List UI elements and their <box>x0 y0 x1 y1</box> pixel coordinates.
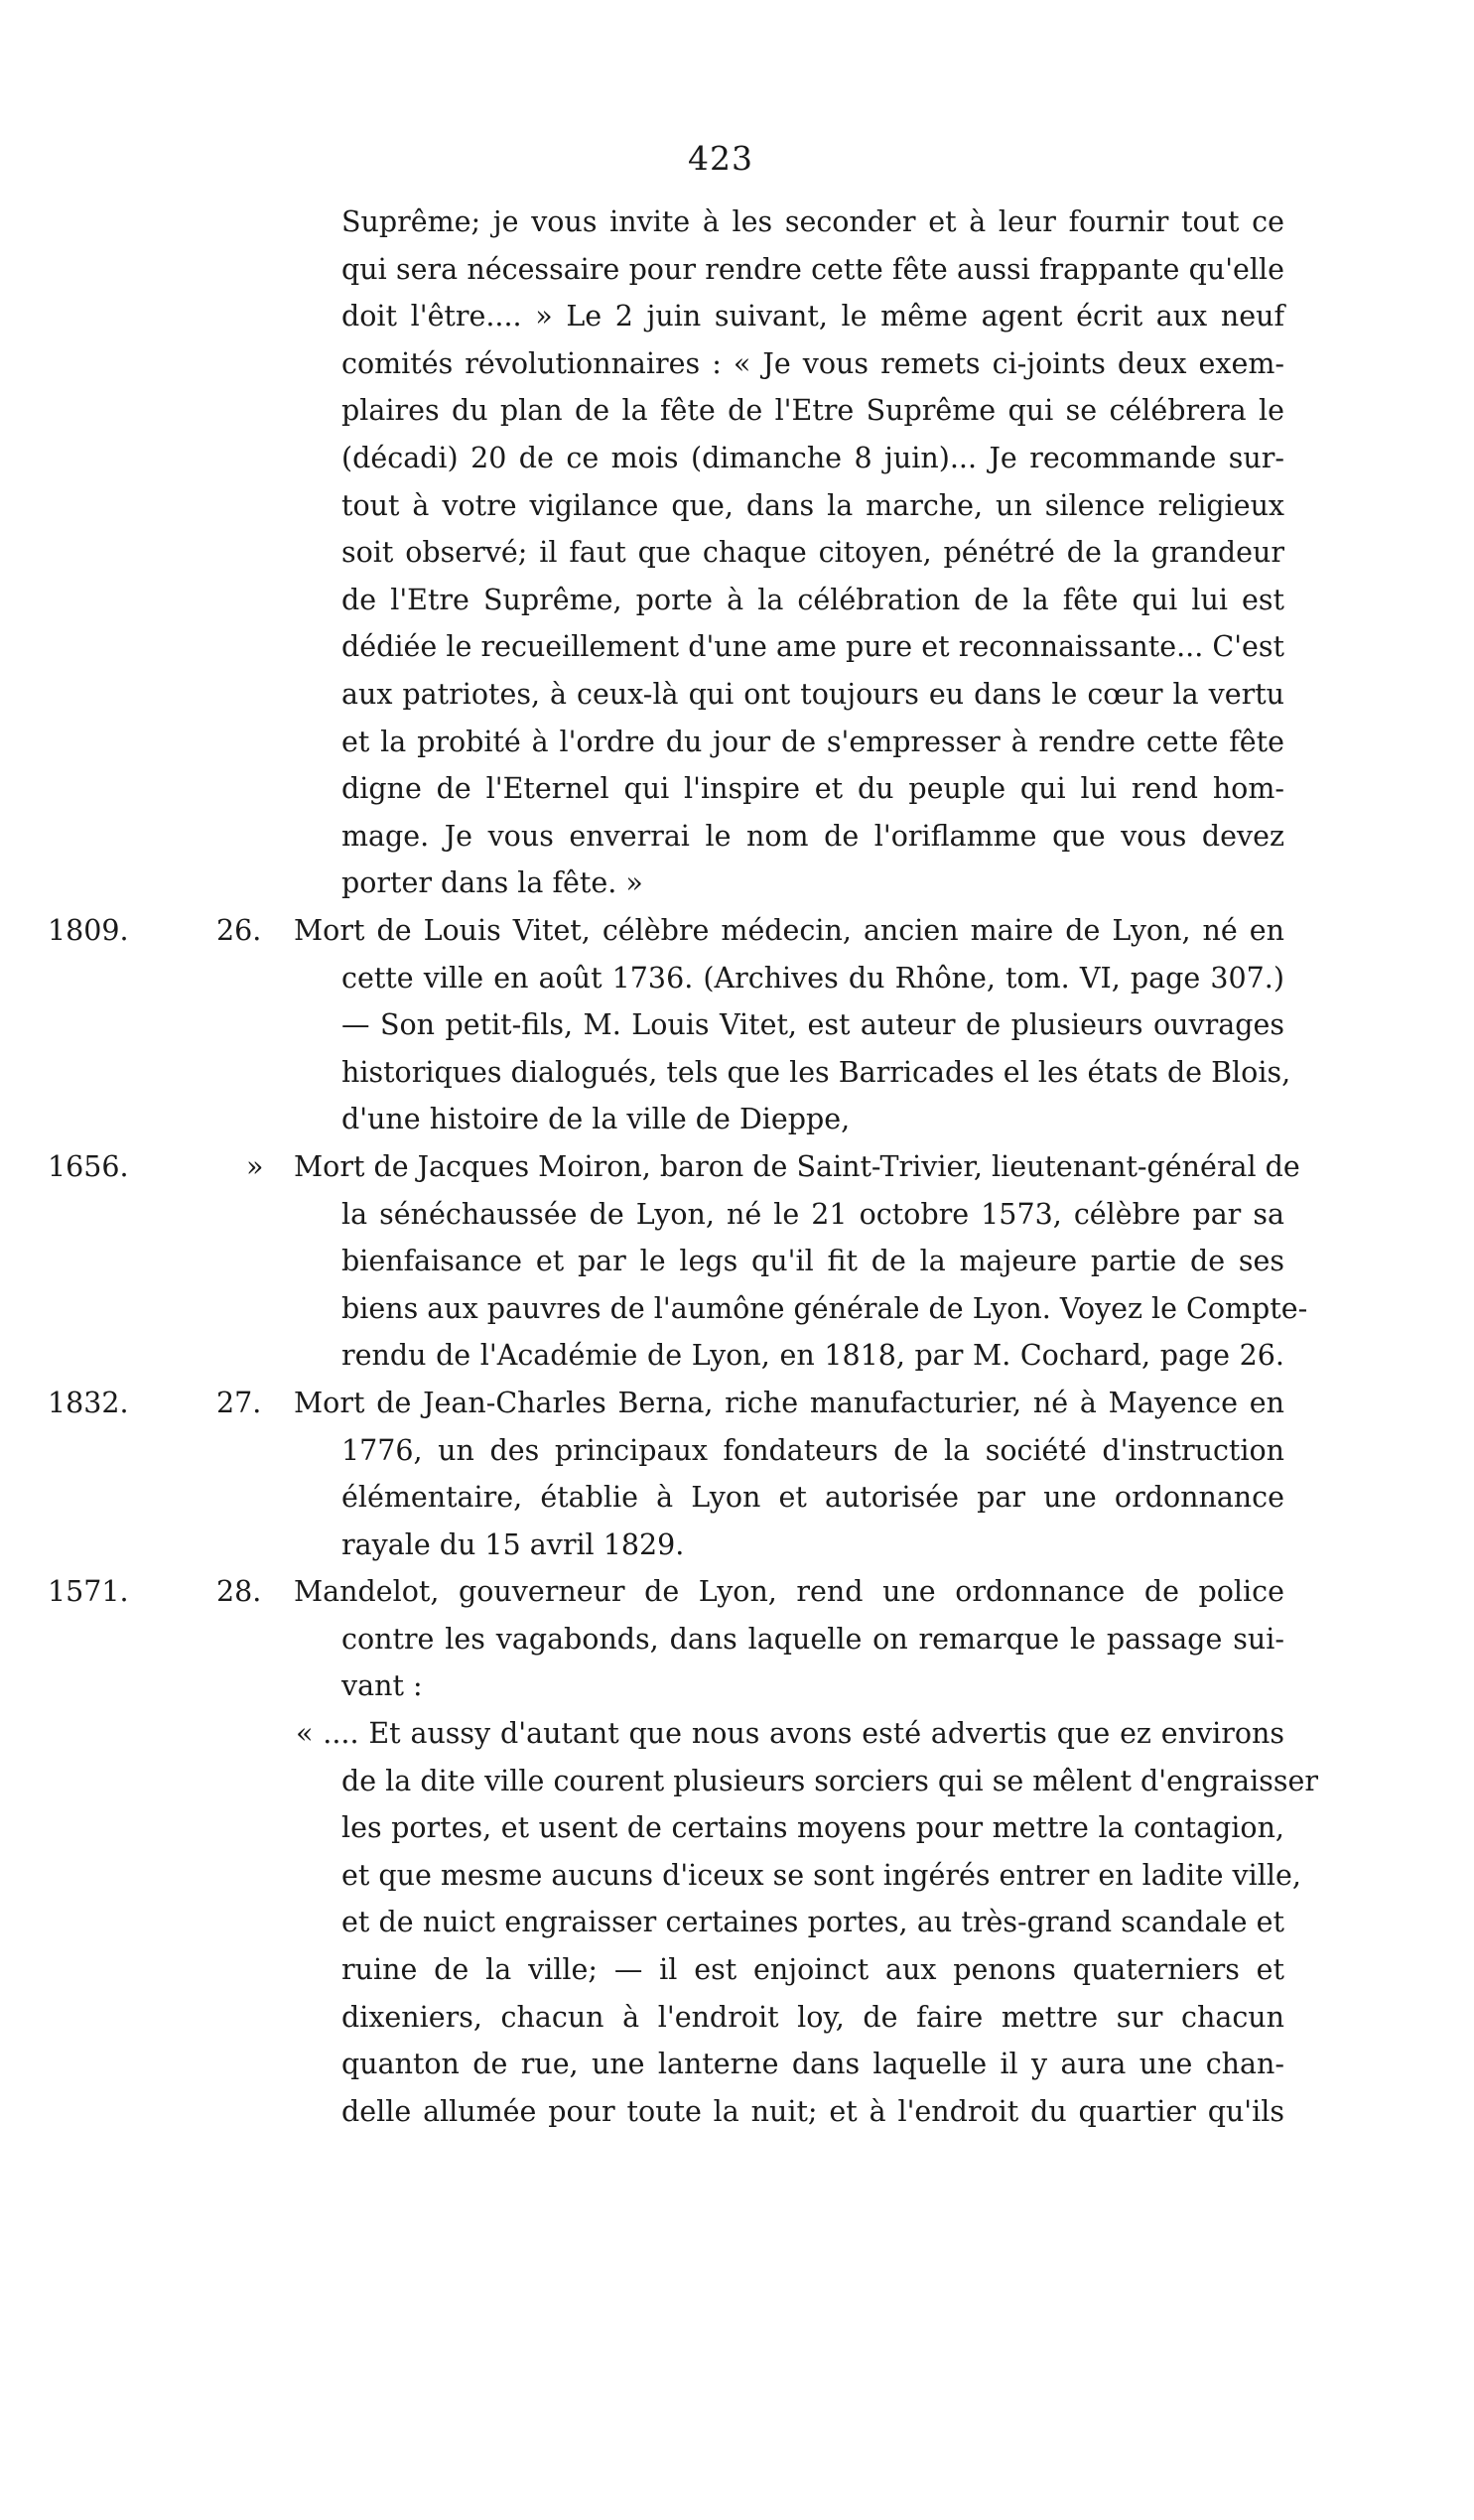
entry-day: 26. <box>216 914 262 947</box>
entry-1809 <box>294 907 1291 1143</box>
text-line: élémentaire, établie à Lyon et autorisée par une ordonnance <box>341 1481 1284 1515</box>
text-line: cette ville en août 1736. (Archives du Rhône, tom. VI, page 307.) <box>341 961 1284 995</box>
text-line: et de nuict engraisser certaines portes, au très-grand scandale et <box>341 1906 1284 1939</box>
entry-year: 1571. <box>48 1575 129 1608</box>
text-line: biens aux pauvres de l'aumône générale de Lyon. Voyez le Compte- <box>341 1291 1308 1325</box>
text-line: d'une histoire de la ville de Dieppe, <box>341 1103 851 1136</box>
text-line: vant : <box>341 1669 423 1703</box>
text-line: Mandelot, gouverneur de Lyon, rend une ordonnance de police <box>294 1575 1284 1608</box>
entry-day: 28. <box>216 1575 262 1608</box>
text-line: et que mesme aucuns d'iceux se sont ingérés entrer en ladite ville, <box>341 1858 1301 1892</box>
entry-day: » <box>246 1150 264 1183</box>
text-line: dédiée le recueillement d'une ame pure et reconnaissante... C'est <box>341 630 1284 664</box>
text-line: aux patriotes, à ceux-là qui ont toujours eu dans le cœur la vertu <box>341 677 1284 711</box>
text-line: qui sera nécessaire pour rendre cette fête aussi frappante qu'elle <box>341 252 1284 286</box>
text-line: de la dite ville courent plusieurs sorciers qui se mêlent d'engraisser <box>341 1764 1319 1797</box>
entry-year: 1832. <box>48 1387 129 1419</box>
text-line: rayale du 15 avril 1829. <box>341 1527 685 1561</box>
text-line: « .... Et aussy d'autant que nous avons esté advertis que ez environs <box>296 1717 1284 1750</box>
text-line: porter dans la fête. » <box>341 866 643 900</box>
text-line: plaires du plan de la fête de l'Etre Suprême qui se célébrera le <box>341 394 1284 428</box>
text-line: 1776, un des principaux fondateurs de la société d'instruction <box>341 1433 1284 1467</box>
text-line: les portes, et usent de certains moyens pour mettre la contagion, <box>341 1811 1284 1845</box>
text-line: Suprême; je vous invite à les seconder et à leur fournir tout ce <box>341 205 1284 238</box>
text-line: comités révolutionnaires : « Je vous remets ci-joints deux exem- <box>341 346 1284 380</box>
text-line: de l'Etre Suprême, porte à la célébration de la fête qui lui est <box>341 583 1284 616</box>
text-line: contre les vagabonds, dans laquelle on remarque le passage sui- <box>341 1622 1284 1656</box>
text-line: soit observé; il faut que chaque citoyen, pénétré de la grandeur <box>341 536 1284 570</box>
page-number: 423 <box>688 139 753 178</box>
text-line: et la probité à l'ordre du jour de s'empresser à rendre cette fête <box>341 725 1284 758</box>
ordinance-quote <box>296 1710 1319 2135</box>
text-line: (décadi) 20 de ce mois (dimanche 8 juin)... Je recommande sur- <box>341 441 1284 474</box>
text-line: Mort de Jacques Moiron, baron de Saint-Trivier, lieutenant-général de <box>294 1150 1300 1183</box>
entry-day: 27. <box>216 1387 262 1419</box>
text-line: ruine de la ville; — il est enjoinct aux penons quaterniers et <box>341 1952 1284 1986</box>
text-line: quanton de rue, une lanterne dans laquelle il y aura une chan- <box>341 2048 1284 2081</box>
entry-year: 1656. <box>48 1150 129 1183</box>
text-line: Mort de Jean-Charles Berna, riche manufacturier, né à Mayence en <box>294 1387 1284 1419</box>
entry-year: 1809. <box>48 914 129 947</box>
entry-1571 <box>294 1568 1284 1710</box>
text-line: rendu de l'Académie de Lyon, en 1818, par M. Cochard, page 26. <box>341 1339 1284 1373</box>
text-line: doit l'être.... » Le 2 juin suivant, le même agent écrit aux neuf <box>341 300 1284 333</box>
text-line: — Son petit-fils, M. Louis Vitet, est auteur de plusieurs ouvrages <box>341 1008 1284 1042</box>
text-line: tout à votre vigilance que, dans la marche, un silence religieux <box>341 488 1284 522</box>
text-line: Mort de Louis Vitet, célèbre médecin, ancien maire de Lyon, né en <box>294 914 1284 947</box>
entry-1832 <box>294 1380 1284 1568</box>
text-line: dixeniers, chacun à l'endroit loy, de faire mettre sur chacun <box>341 2000 1284 2034</box>
text-line: delle allumée pour toute la nuit; et à l'endroit du quartier qu'ils <box>341 2094 1284 2128</box>
text-line: mage. Je vous enverrai le nom de l'oriflamme que vous devez <box>341 819 1284 853</box>
text-line: la sénéchaussée de Lyon, né le 21 octobre 1573, célèbre par sa <box>341 1197 1284 1231</box>
intro-paragraph <box>341 199 1284 907</box>
text-line: bienfaisance et par le legs qu'il fit de la majeure partie de ses <box>341 1245 1284 1278</box>
text-line: digne de l'Eternel qui l'inspire et du peuple qui lui rend hom- <box>341 772 1284 806</box>
entry-1656 <box>294 1143 1308 1380</box>
text-line: historiques dialogués, tels que les Barricades el les états de Blois, <box>341 1055 1291 1089</box>
